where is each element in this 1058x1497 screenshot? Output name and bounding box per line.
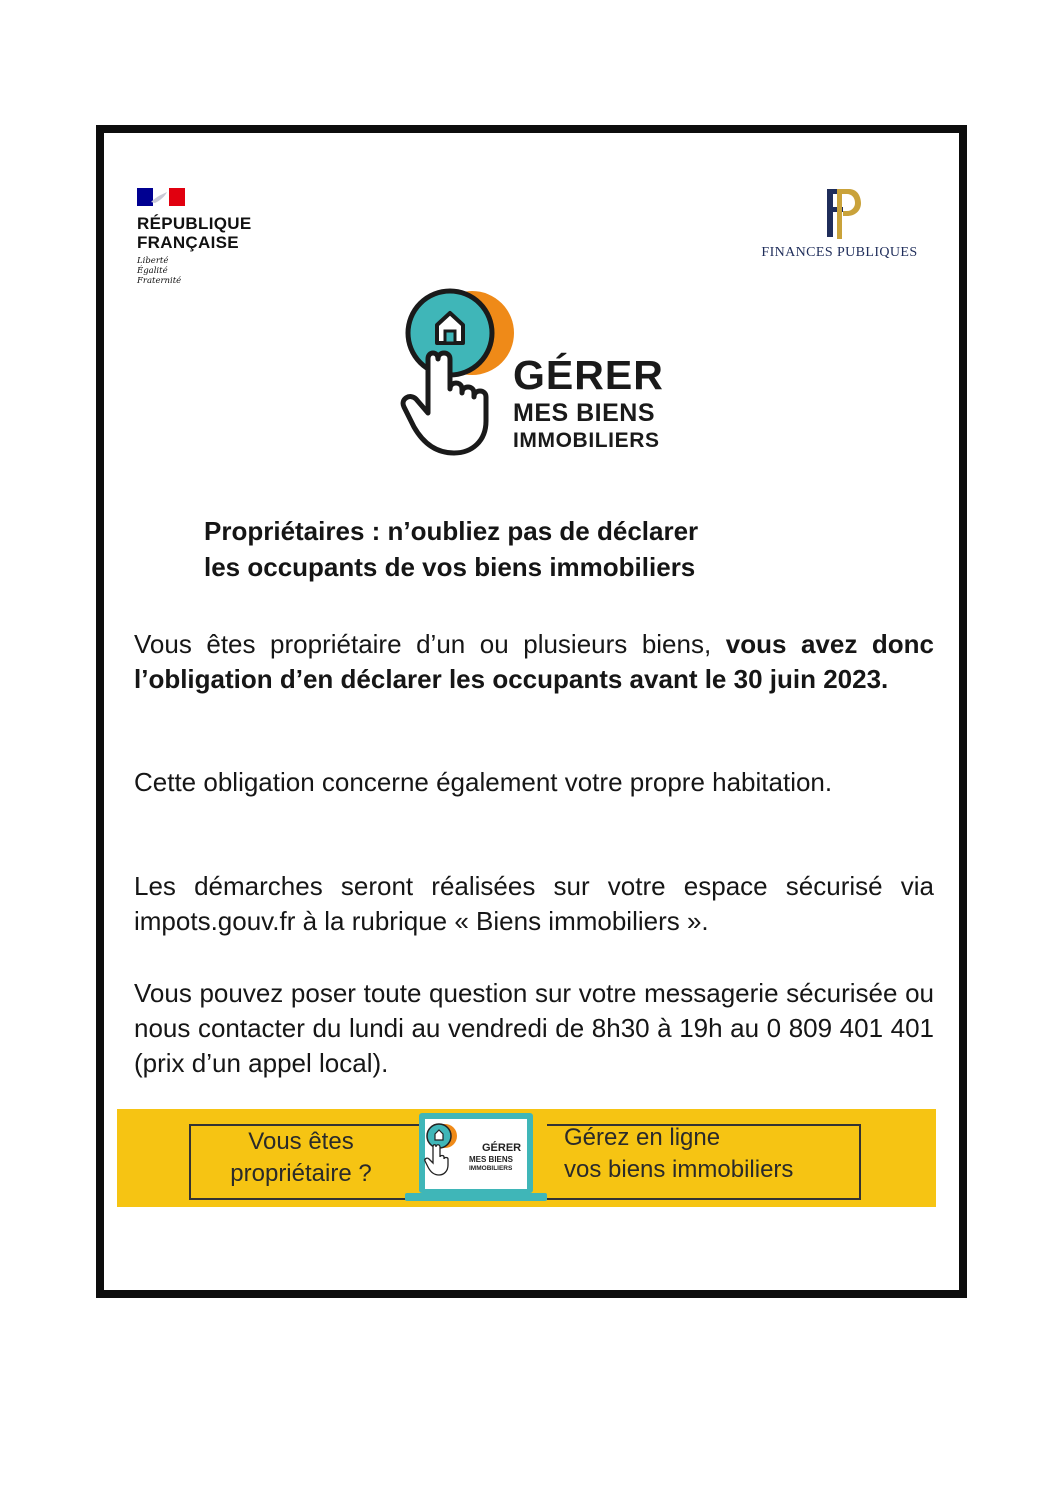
banner-right-line1: Gérez en ligne (564, 1124, 721, 1151)
paragraph-obligation-bold: vous avez donc l’obligation d’en déclarer les occupants avant le 30 juin 2023. (134, 629, 934, 694)
republique-motto (137, 256, 251, 286)
finances-publiques-monogram-icon (815, 185, 865, 241)
house-hand-icon (388, 281, 528, 471)
mini-logo-mes-biens: MES BIENS (469, 1155, 514, 1164)
poster-title (204, 513, 884, 585)
logo-mes-biens: MES BIENS (513, 399, 656, 427)
paragraph-obligation (134, 627, 934, 697)
french-flag-icon (137, 188, 185, 206)
title-line1: Propriétaires : n’oubliez pas de déclarer (204, 516, 699, 546)
logo-gerer: GÉRER (513, 352, 664, 398)
republique-francaise-logo (137, 188, 251, 286)
motto-liberte: Liberté (137, 256, 169, 266)
banner-left-text (201, 1126, 401, 1190)
motto-fraternite: Fraternité (137, 276, 182, 286)
paragraph-demarches: Les démarches seront réalisées sur votre espace sécurisé via impots.gouv.fr à la rubrique « Biens immobiliers ». (134, 871, 934, 936)
title-line2: les occupants de vos biens immobiliers (204, 552, 696, 582)
republique-name (137, 214, 251, 252)
banner-left-line2: propriétaire ? (230, 1160, 372, 1187)
motto-egalite: Égalité (137, 266, 168, 276)
promo-banner (117, 1109, 936, 1207)
paragraph-habitation: Cette obligation concerne également votre propre habitation. (134, 767, 833, 797)
mini-logo-immobiliers: IMMOBILIERS (469, 1165, 513, 1172)
finances-publiques-logo (752, 185, 927, 261)
poster-frame (96, 125, 967, 1298)
paragraph-contact: Vous pouvez poser toute question sur votre messagerie sécurisée ou nous contacter du lundi au vendredi de 8h30 à 19h au 0 809 401 401 (prix d’un appel local). (134, 978, 934, 1078)
mini-logo-gerer: GÉRER (482, 1142, 522, 1154)
republique-line2: FRANÇAISE (137, 233, 239, 252)
gerer-mes-biens-logo (388, 281, 698, 471)
banner-left-line1: Vous êtes (248, 1128, 354, 1155)
banner-right-text (564, 1122, 793, 1186)
paragraph-obligation-normal: Vous êtes propriétaire d’un ou plusieurs biens, (134, 629, 726, 659)
republique-line1: RÉPUBLIQUE (137, 214, 252, 233)
banner-right-line2: vos biens immobiliers (564, 1156, 794, 1183)
logo-immobiliers: IMMOBILIERS (513, 429, 660, 452)
finances-publiques-text: FINANCES PUBLIQUES (761, 245, 918, 260)
